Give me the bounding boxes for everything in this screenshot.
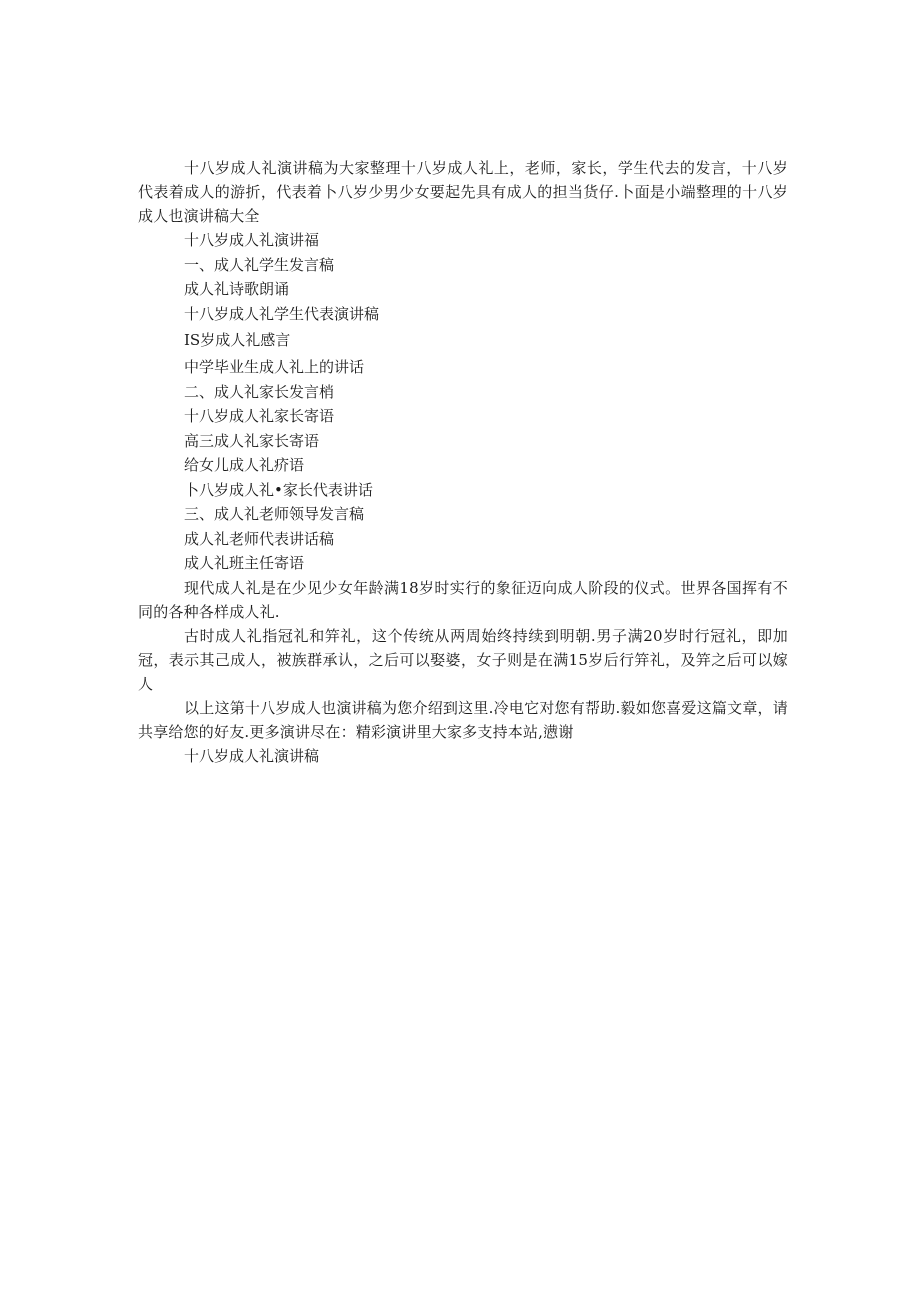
toc-item: 高三成人礼家长寄语 — [184, 431, 320, 450]
toc-item: 十八岁成人礼家长寄语 — [184, 407, 335, 425]
toc-item: 成人礼诗歌朗诵 — [184, 280, 290, 298]
document-body — [138, 156, 788, 768]
toc-item: IS岁成人礼感言 — [184, 331, 291, 349]
toc-item: 十八岁成人礼演讲福 — [184, 231, 320, 249]
toc-item: 二、成人礼家长发言梢 — [184, 382, 335, 401]
toc-item: 十八岁成人礼学生代表演讲稿 — [184, 304, 380, 323]
ancient-coming-of-age-paragraph: 古时成人礼指冠礼和笄礼，这个传统从两周始终持续到明朝.男子满20岁时行冠礼，即加冠，表示其己成人，被族群承认，之后可以娶婆，女子则是在满15岁后行笄礼，及笄之后可以嫁人 — [138, 626, 788, 693]
modern-coming-of-age-paragraph: 现代成人礼是在少见少女年龄满18岁时实行的象征迈向成人阶段的仪式。世界各国挥有不同的各种各样成人礼. — [138, 578, 788, 621]
toc-item: 成人礼班主任寄语 — [184, 554, 305, 572]
intro-paragraph: 十八岁成人礼演讲稿为大家整理十八岁成人礼上，老师，家长，学生代去的发言，十八岁代表着成人的游折，代表着卜八岁少男少女要起先具有成人的担当货仔.卜面是小端整理的十八岁成人也演讲稿大全 — [138, 159, 788, 225]
table-of-contents — [138, 228, 788, 576]
toc-item: 三、成人礼老师领导发言稿 — [184, 505, 365, 523]
toc-item: 一、成人礼学生发言稿 — [184, 255, 335, 274]
toc-item: 给女儿成人礼疥语 — [184, 456, 305, 474]
toc-item: 中学毕业生成人礼上的讲话 — [184, 358, 365, 376]
toc-item: 卜八岁成人礼•家长代表讲话 — [184, 480, 373, 499]
toc-item: 成人礼老师代表讲话稿 — [184, 529, 335, 548]
footer-title: 十八岁成人礼演讲稿 — [184, 746, 320, 765]
closing-paragraph: 以上这第十八岁成人也演讲稿为您介绍到这里.冷电它对您有帮助.毅如您喜爱这篇文章，请共享给您的好友.更多演讲尽在：精彩演讲里大家多支持本站,懑谢 — [138, 698, 788, 741]
